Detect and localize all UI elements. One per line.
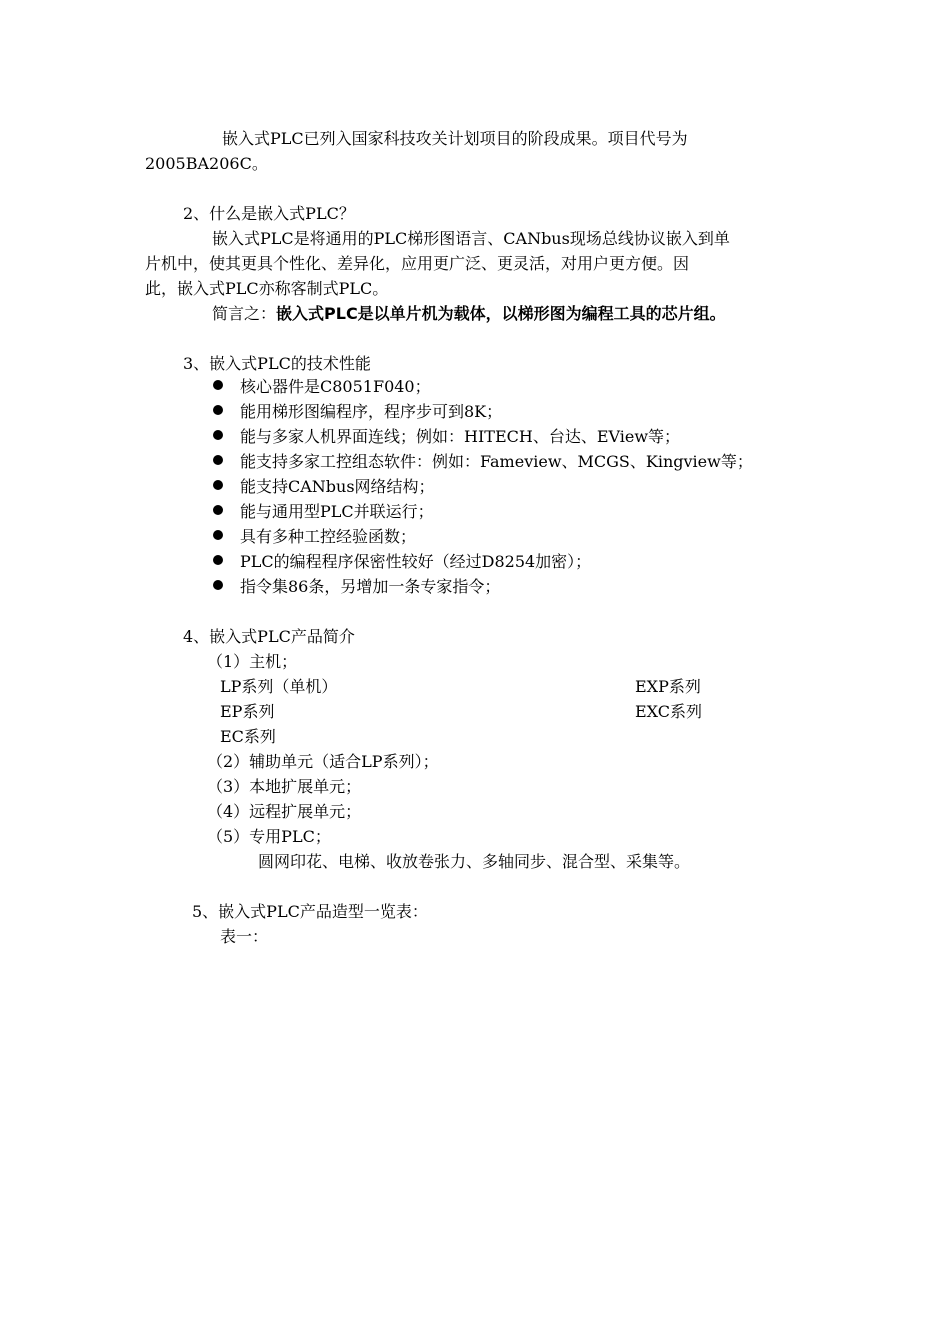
section-3-heading: 3、嵌入式PLC的技术性能 bbox=[183, 354, 371, 373]
bullet-icon bbox=[213, 480, 223, 490]
remote-expansion-label: （4）远程扩展单元； bbox=[207, 802, 362, 821]
bullet-icon bbox=[213, 530, 223, 540]
list-item: 能支持CANbus网络结构； bbox=[240, 477, 435, 496]
section-2-summary bbox=[212, 301, 726, 326]
list-item: 核心器件是C8051F040； bbox=[240, 377, 431, 396]
bullet-icon bbox=[213, 430, 223, 440]
aux-unit-label: （2）辅助单元（适合LP系列）； bbox=[207, 752, 439, 771]
bullet-icon bbox=[213, 405, 223, 415]
section-2-para-line-2: 片机中，使其更具个性化、差异化，应用更广泛、更灵活，对用户更方便。因 bbox=[145, 254, 690, 273]
series-exp: EXP系列 bbox=[635, 677, 701, 696]
local-expansion-label: （3）本地扩展单元； bbox=[207, 777, 362, 796]
bullet-icon bbox=[213, 580, 223, 590]
summary-bold: 嵌入式PLC是以单片机为载体，以梯形图为编程工具的芯片组。 bbox=[276, 304, 726, 323]
bullet-icon bbox=[213, 380, 223, 390]
intro-line-2: 2005BA206C。 bbox=[145, 154, 268, 173]
main-unit-label: （1）主机； bbox=[207, 652, 298, 671]
series-exc: EXC系列 bbox=[635, 702, 703, 721]
section-2-heading: 2、什么是嵌入式PLC？ bbox=[183, 204, 355, 223]
table-label: 表一： bbox=[220, 927, 269, 946]
list-item: PLC的编程程序保密性较好（经过D8254加密）； bbox=[240, 552, 592, 571]
series-ep: EP系列 bbox=[220, 702, 275, 721]
list-item: 能与多家人机界面连线；例如：HITECH、台达、EView等； bbox=[240, 427, 681, 446]
section-4-heading: 4、嵌入式PLC产品简介 bbox=[183, 627, 355, 646]
intro-line-1: 嵌入式PLC已列入国家科技攻关计划项目的阶段成果。项目代号为 bbox=[222, 129, 688, 148]
section-2-para-line-3: 此，嵌入式PLC亦称客制式PLC。 bbox=[145, 279, 389, 298]
special-plc-desc: 圆网印花、电梯、收放卷张力、多轴同步、混合型、采集等。 bbox=[258, 852, 691, 871]
list-item: 能支持多家工控组态软件：例如：Fameview、MCGS、Kingview等； bbox=[240, 452, 753, 471]
special-plc-label: （5）专用PLC； bbox=[207, 827, 331, 846]
section-5-heading: 5、嵌入式PLC产品造型一览表： bbox=[192, 902, 428, 921]
list-item: 能与通用型PLC并联运行； bbox=[240, 502, 434, 521]
bullet-icon bbox=[213, 455, 223, 465]
bullet-icon bbox=[213, 555, 223, 565]
section-2-para-line-1: 嵌入式PLC是将通用的PLC梯形图语言、CANbus现场总线协议嵌入到单 bbox=[212, 229, 730, 248]
list-item: 指令集86条，另增加一条专家指令； bbox=[240, 577, 501, 596]
series-ec: EC系列 bbox=[220, 727, 276, 746]
summary-prefix: 简言之： bbox=[212, 304, 277, 323]
bullet-icon bbox=[213, 505, 223, 515]
list-item: 具有多种工控经验函数； bbox=[240, 527, 417, 546]
list-item: 能用梯形图编程序，程序步可到8K； bbox=[240, 402, 503, 421]
series-lp: LP系列（单机） bbox=[220, 677, 338, 696]
